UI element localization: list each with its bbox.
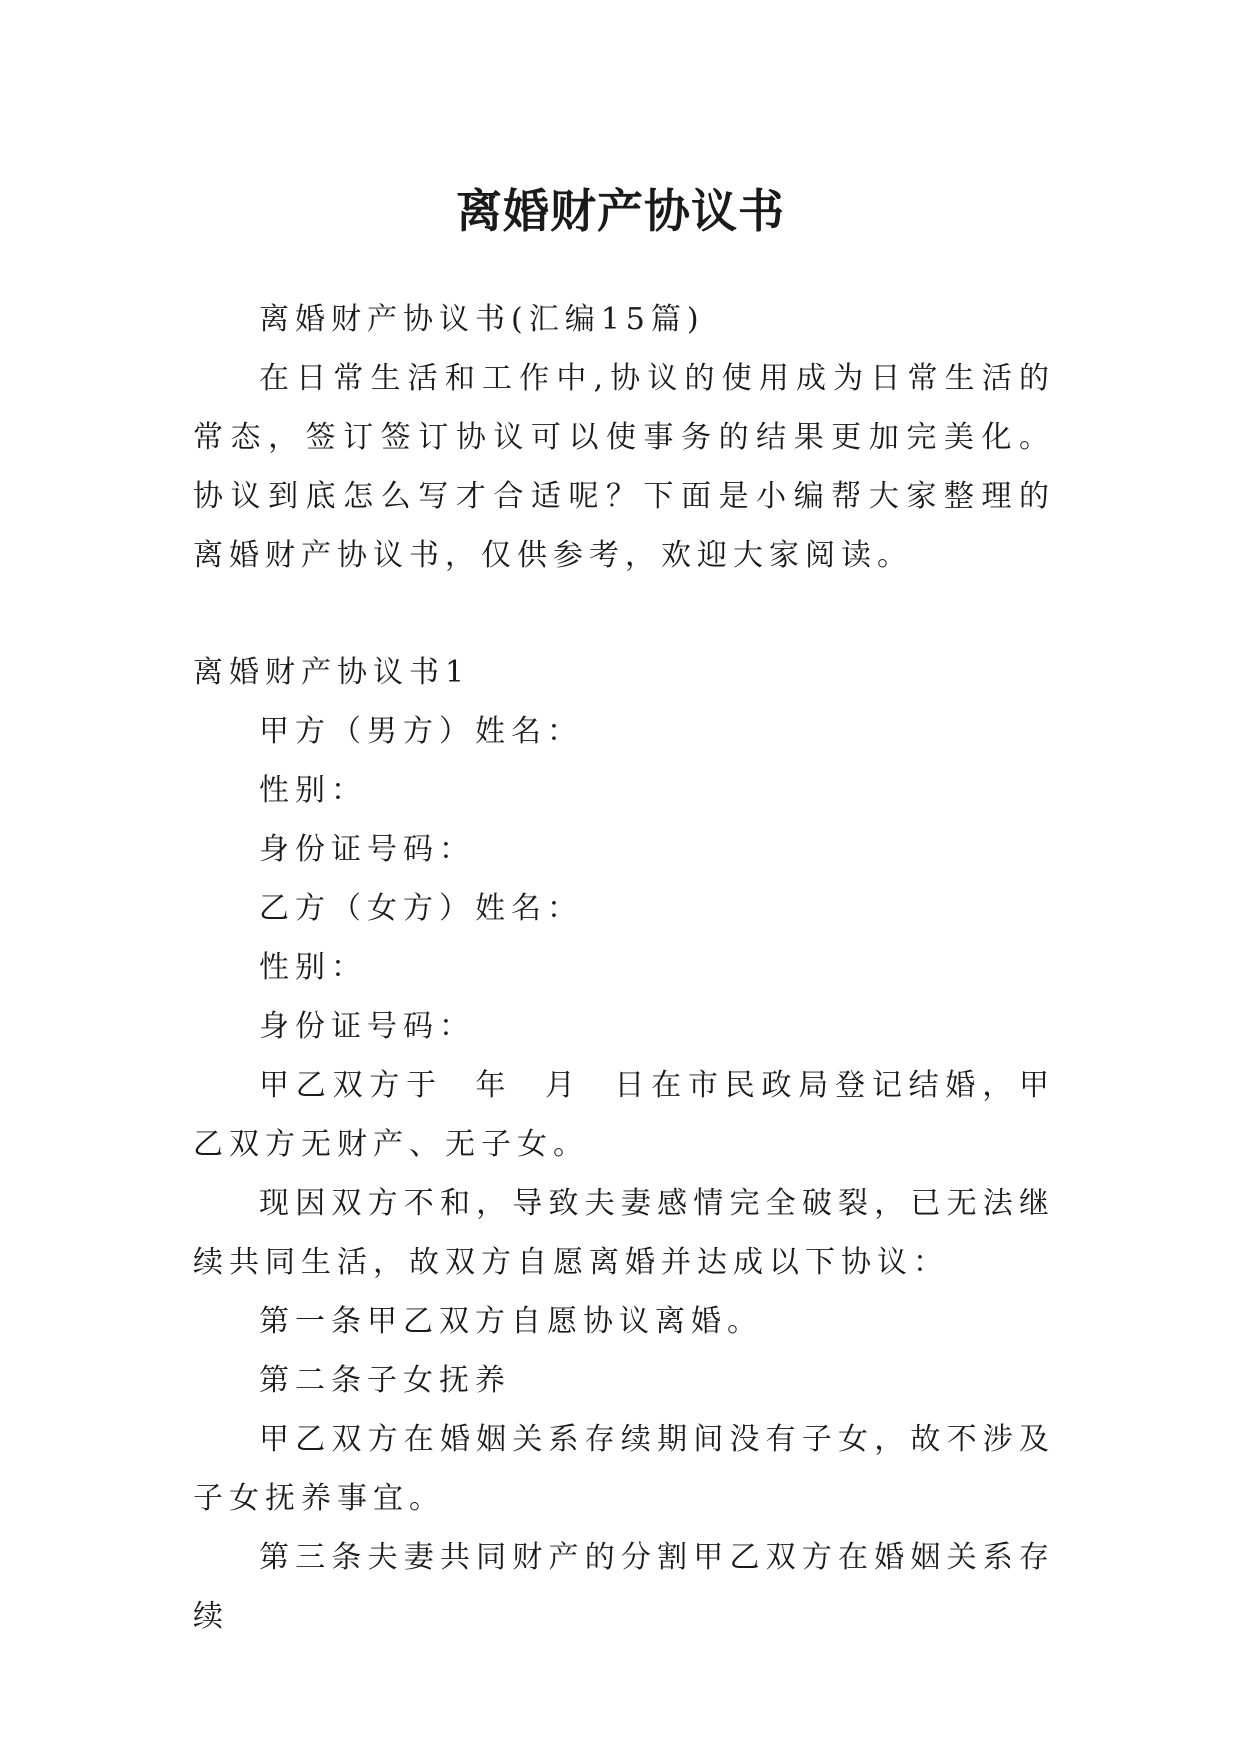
party-b-name: 乙方（女方）姓名： [259,891,583,926]
section-heading: 离婚财产协议书1 [193,655,471,690]
article-one: 第一条甲乙双方自愿协议离婚。 [259,1304,763,1339]
party-a-name: 甲方（男方）姓名： [259,714,583,749]
document-body [193,290,1055,1646]
marriage-registration-paragraph: 甲乙双方于 年 月 日在市民政局登记结婚，甲乙双方无财产、无子女。 [193,1068,1055,1162]
party-b-gender: 性别： [259,950,367,985]
document-title: 离婚财产协议书 [456,183,785,238]
article-three: 第三条夫妻共同财产的分割甲乙双方在婚姻关系存续 [193,1540,1055,1634]
party-a-gender: 性别： [259,773,367,808]
article-two-heading: 第二条子女抚养 [259,1363,511,1398]
party-a-id: 身份证号码： [259,832,475,867]
subtitle-line: 离婚财产协议书(汇编15篇) [259,302,705,337]
party-b-id: 身份证号码： [259,1009,475,1044]
article-two-body: 甲乙双方在婚姻关系存续期间没有子女，故不涉及子女抚养事宜。 [193,1422,1055,1516]
intro-paragraph: 在日常生活和工作中,协议的使用成为日常生活的常态，签订签订协议可以使事务的结果更加完美化。协议到底怎么写才合适呢？下面是小编帮大家整理的离婚财产协议书，仅供参考，欢迎大家阅读。 [193,361,1055,573]
reason-paragraph: 现因双方不和，导致夫妻感情完全破裂，已无法继续共同生活，故双方自愿离婚并达成以下协议： [193,1186,1055,1280]
